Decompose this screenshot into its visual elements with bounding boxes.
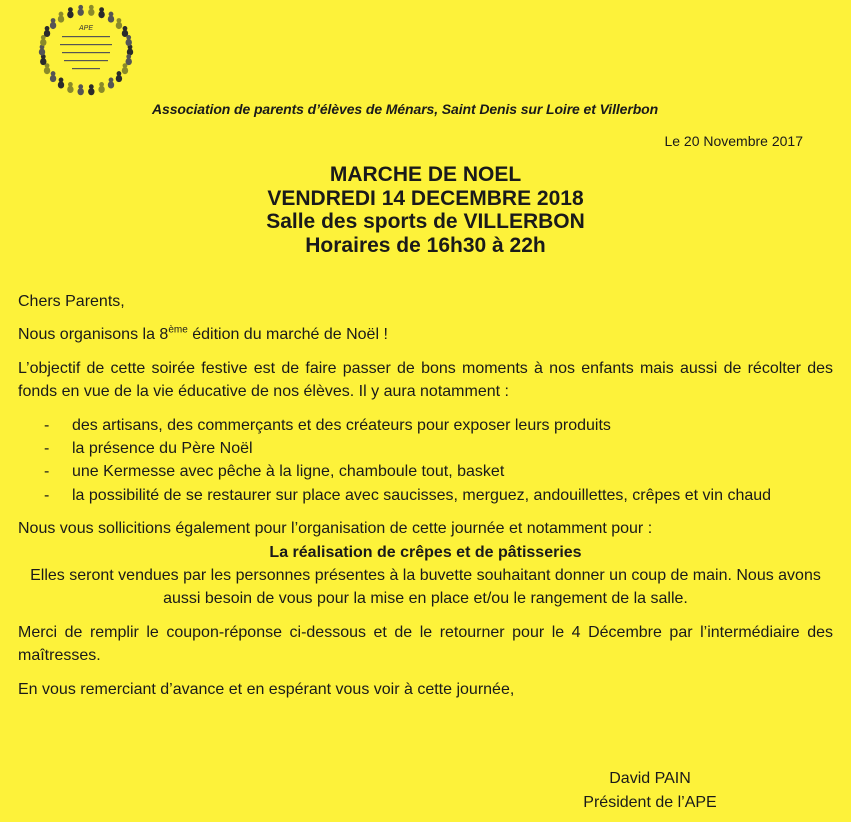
solicit-paragraph: Nous vous sollicitions également pour l’organisation de cette journée et notamment pour : xyxy=(18,520,653,538)
closing-paragraph: En vous remerciant d’avance et en espérant vous voir à cette journée, xyxy=(18,680,515,698)
list-item-text: la possibilité de se restaurer sur place avec saucisses, merguez, andouillettes, crêpes et vin chaud xyxy=(72,486,772,504)
logo-label: APE xyxy=(78,25,94,32)
objective-paragraph: L’objectif de cette soirée festive est de faire passer de bons moments à nos enfants mais aussi de récolter des fonds en vue de la vie éducative de nos élèves. Il y aura notamment : xyxy=(18,359,833,401)
children-circle-icon xyxy=(39,5,133,95)
list-item-text: des artisans, des commerçants et des créateurs pour exposer leurs produits xyxy=(72,416,611,434)
bullet-dash: - xyxy=(44,416,50,434)
ape-logo xyxy=(30,2,142,100)
bullet-dash: - xyxy=(44,440,50,458)
bullet-dash: - xyxy=(44,463,50,481)
highlight-heading: La réalisation de crêpes et de pâtisseries xyxy=(269,543,582,561)
help-paragraph: Elles seront vendues par les personnes présentes à la buvette souhaitant donner un coup de main. Nous avons aussi besoin de vous pour la mise en place et/ou le rangement de la salle. xyxy=(30,567,821,608)
coupon-paragraph: Merci de remplir le coupon-réponse ci-dessous et de le retourner pour le 4 Décembre par l’intermédiaire des maîtresses. xyxy=(18,623,833,665)
signature-name: David PAIN xyxy=(609,770,691,787)
edition-superscript: ème xyxy=(168,325,188,337)
greeting: Chers Parents, xyxy=(18,293,125,310)
bullet-dash: - xyxy=(44,486,50,504)
list-item-text: la présence du Père Noël xyxy=(72,440,253,458)
activities-list xyxy=(18,414,833,508)
event-title-block xyxy=(0,163,851,257)
edition-text-post: édition du marché de Noël ! xyxy=(187,326,388,344)
edition-paragraph xyxy=(18,323,833,346)
list-item xyxy=(18,460,833,483)
event-hours: Horaires de 16h30 à 22h xyxy=(305,233,546,257)
event-date: VENDREDI 14 DECEMBRE 2018 xyxy=(267,186,584,210)
letter-date: Le 20 Novembre 2017 xyxy=(664,133,803,149)
event-title: MARCHE DE NOEL xyxy=(329,163,522,186)
association-name: Association de parents d’élèves de Ménars, Saint Denis sur Loire et Villerbon xyxy=(152,101,659,117)
list-item xyxy=(18,484,833,507)
list-item xyxy=(18,437,833,460)
signature-block xyxy=(560,767,740,815)
event-venue: Salle des sports de VILLERBON xyxy=(266,210,585,233)
list-item-text: une Kermesse avec pêche à la ligne, chamboule tout, basket xyxy=(72,463,505,481)
signature-role: Président de l’APE xyxy=(583,794,717,811)
letter-body xyxy=(18,290,833,701)
logo-scribble-icon xyxy=(60,36,112,69)
list-item xyxy=(18,414,833,437)
edition-text-pre: Nous organisons la 8 xyxy=(18,326,169,344)
